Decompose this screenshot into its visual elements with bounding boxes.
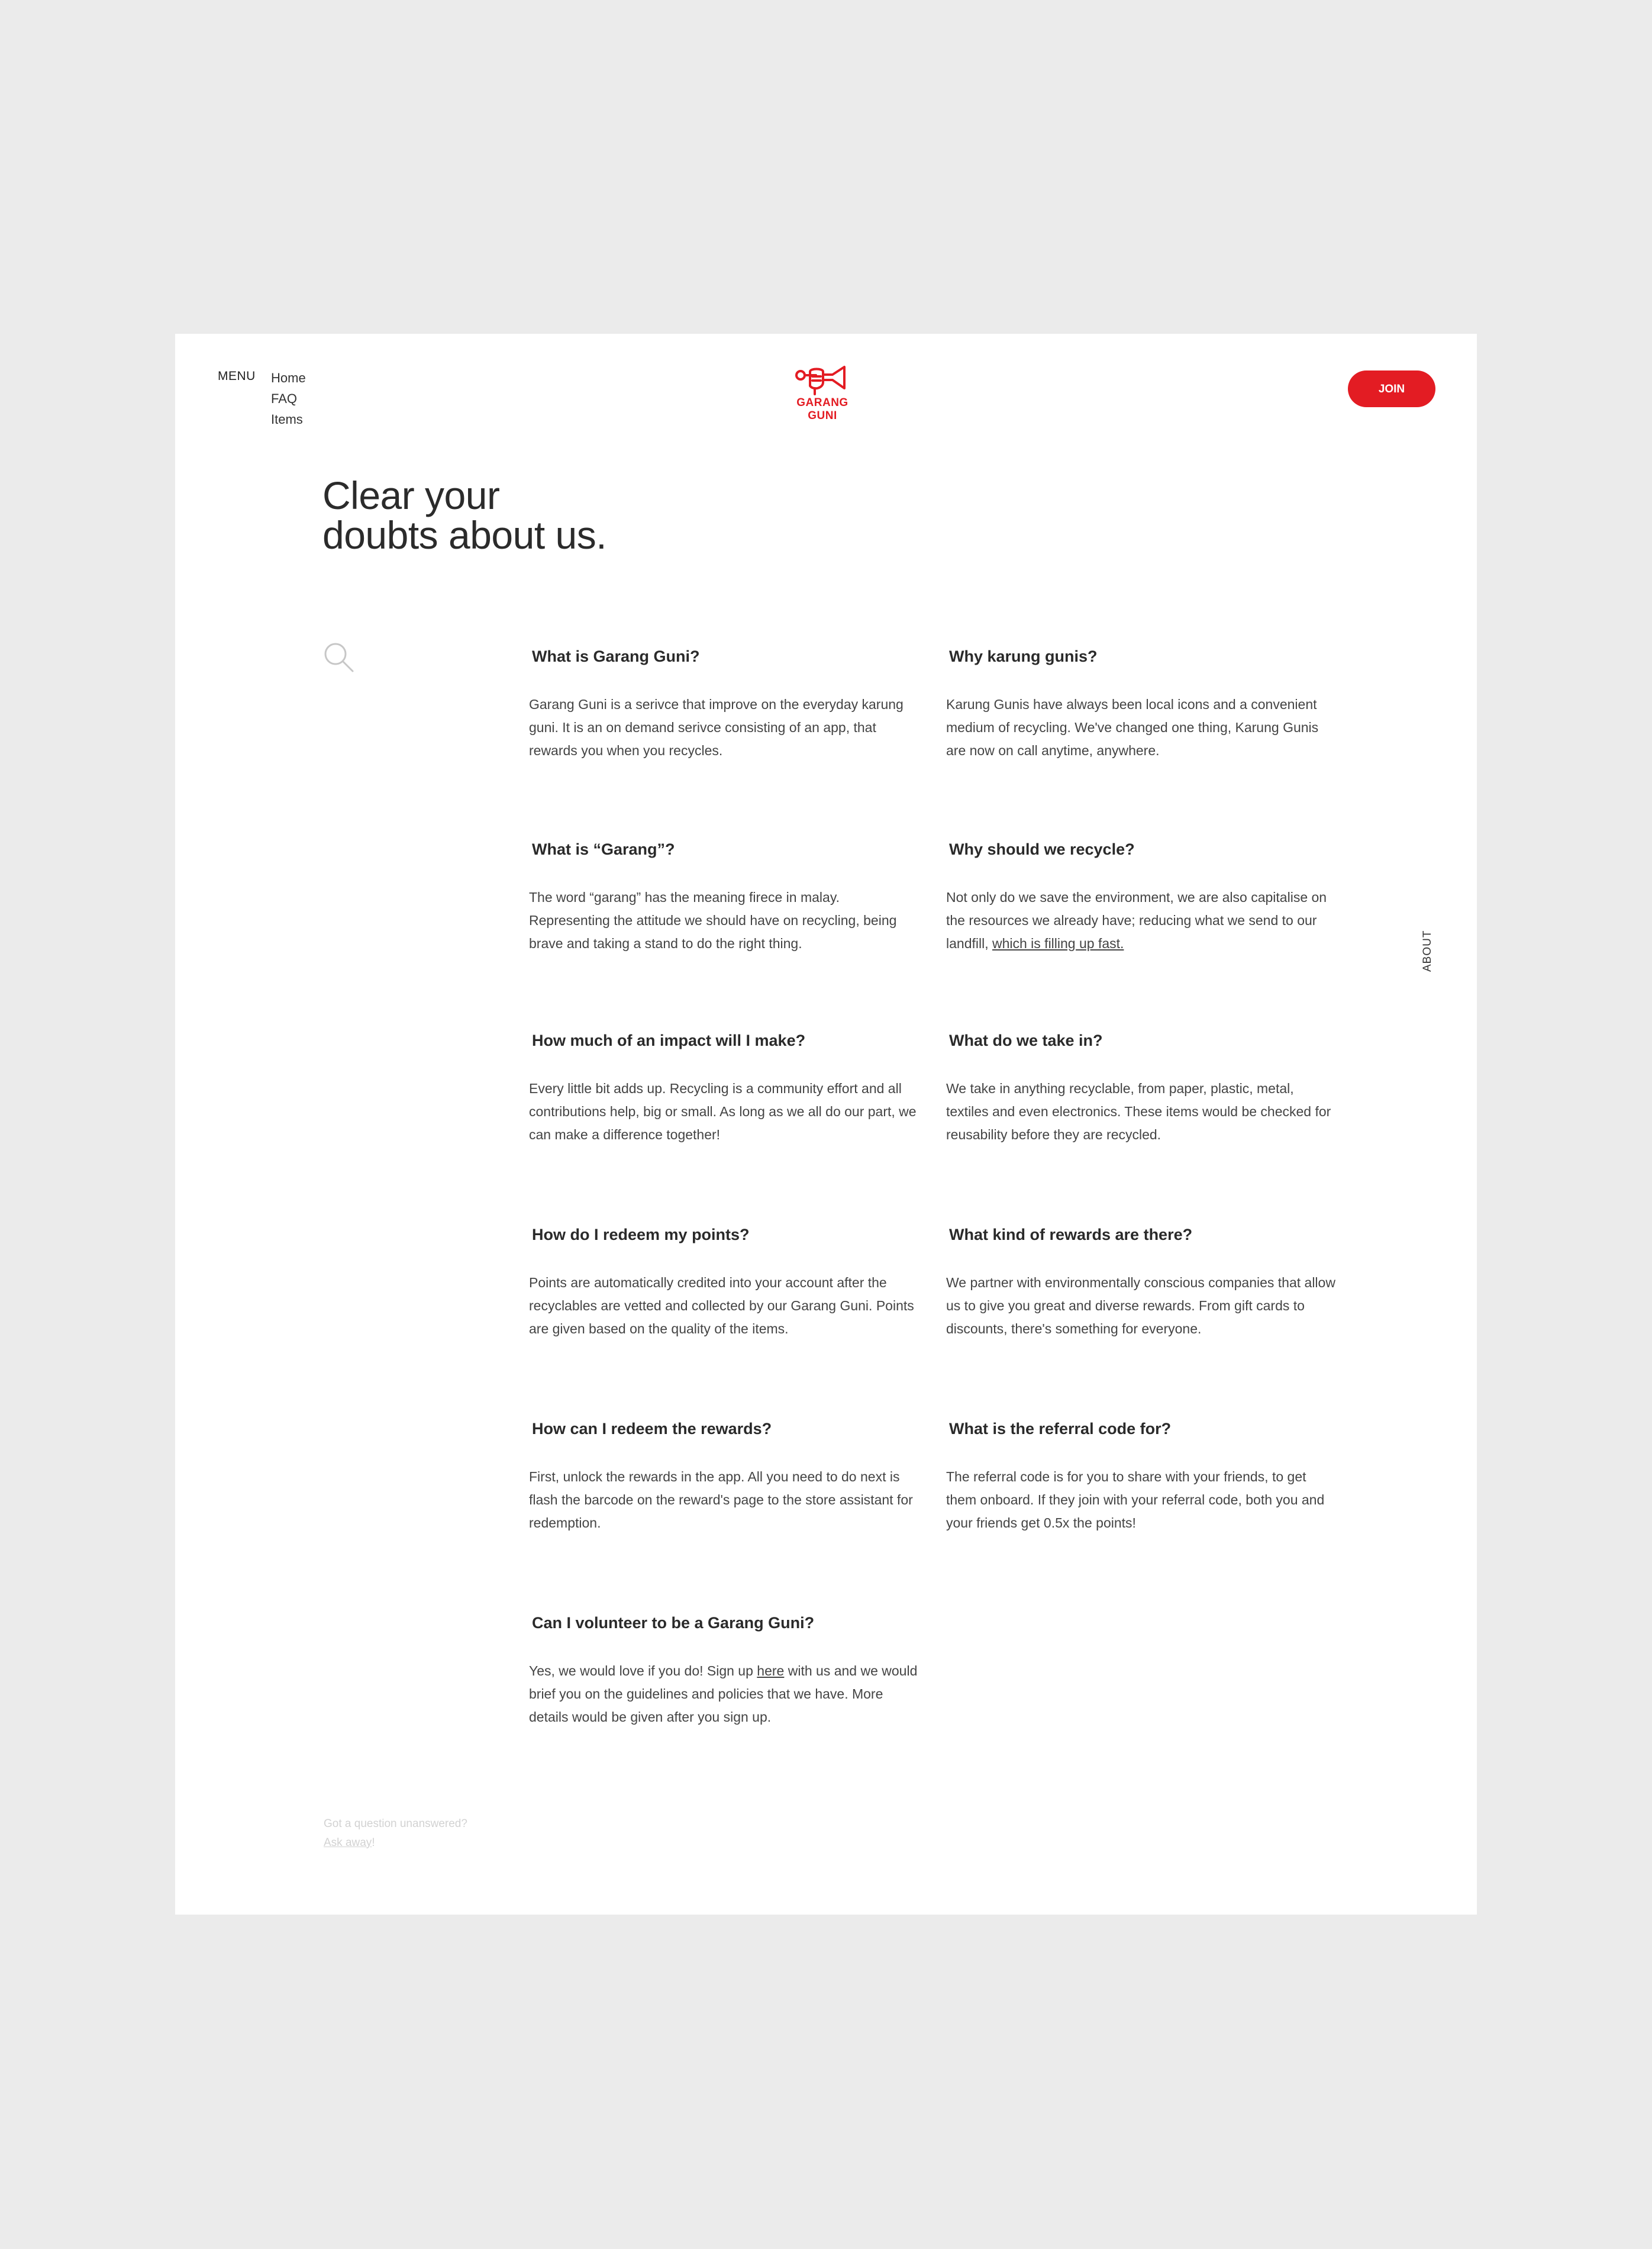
faq-question: What do we take in? <box>949 1032 1103 1049</box>
faq-item <box>529 1224 919 1341</box>
ask-away-suffix: ! <box>372 1836 375 1849</box>
faq-item <box>529 839 919 955</box>
faq-question: Why karung gunis? <box>949 647 1098 665</box>
faq-answer: Every little bit adds up. Recycling is a community effort and all contributions help, big or small. As long as we all do our part, we can make a difference together! <box>529 1081 917 1142</box>
join-button[interactable]: JOIN <box>1348 370 1435 407</box>
faq-answer: Karung Gunis have always been local icons and a convenient medium of recycling. We've changed one thing, Karung Gunis are now on call anytime, anywhere. <box>946 697 1319 758</box>
faq-question: What is “Garang”? <box>532 840 675 858</box>
faq-item <box>529 1612 919 1729</box>
nav-item-items[interactable]: Items <box>271 412 303 427</box>
logo-line-1: GARANG <box>796 397 848 409</box>
faq-question: How do I redeem my points? <box>532 1226 750 1243</box>
page-card <box>175 334 1477 1915</box>
faq-question: Can I volunteer to be a Garang Guni? <box>532 1614 815 1632</box>
ask-away-link[interactable]: Ask away <box>324 1836 372 1849</box>
footer-prompt: Got a question unanswered? <box>324 1818 467 1830</box>
signup-here-link[interactable]: here <box>757 1663 785 1678</box>
faq-item <box>529 1030 919 1146</box>
search-icon[interactable] <box>322 641 356 674</box>
faq-answer <box>529 1660 919 1729</box>
faq-question: What is the referral code for? <box>949 1420 1172 1438</box>
footer-link-row <box>324 1834 467 1852</box>
faq-item <box>529 1418 919 1535</box>
page-title-line-1: Clear your <box>322 473 500 517</box>
faq-item <box>946 646 1337 762</box>
logo-line-2: GUNI <box>808 410 837 422</box>
faq-item <box>946 1030 1337 1146</box>
logo-wordmark <box>793 397 852 423</box>
faq-item <box>946 1418 1337 1535</box>
faq-answer: First, unlock the rewards in the app. All you need to do next is flash the barcode on the reward's page to the store assistant for redemption. <box>529 1469 913 1531</box>
brand-logo[interactable] <box>793 365 852 423</box>
faq-question: How much of an impact will I make? <box>532 1032 806 1049</box>
trumpet-fist-icon <box>795 365 850 395</box>
faq-answer: The referral code is for you to share with your friends, to get them onboard. If they join with your referral code, both you and your friends get 0.5x the points! <box>946 1469 1325 1531</box>
faq-answer: We partner with environmentally conscious companies that allow us to give you great and diverse rewards. From gift cards to discounts, there's something for everyone. <box>946 1275 1335 1336</box>
nav-item-home[interactable]: Home <box>271 370 306 385</box>
faq-answer-text: with us and we would brief you on the guidelines and policies that we have. More details would be given after you sign up. <box>529 1663 918 1725</box>
faq-item <box>529 646 919 762</box>
faq-answer: Garang Guni is a serivce that improve on the everyday karung guni. It is an on demand serivce consisting of an app, that rewards you when you recycles. <box>529 697 904 758</box>
faq-question: What is Garang Guni? <box>532 647 700 665</box>
main-nav <box>271 368 306 430</box>
faq-answer <box>946 886 1337 955</box>
faq-answer-text: Yes, we would love if you do! Sign up <box>529 1663 757 1678</box>
faq-answer: The word “garang” has the meaning firece in malay. Representing the attitude we should have on recycling, being brave and taking a stand to do the right thing. <box>529 890 897 951</box>
faq-answer: Points are automatically credited into your account after the recyclables are vetted and collected by our Garang Guni. Points are given based on the quality of the items. <box>529 1275 914 1336</box>
faq-answer-text: Not only do we save the environment, we are also capitalise on the resources we already have; reducing what we send to our landfill, <box>946 890 1327 951</box>
nav-item-faq[interactable]: FAQ <box>271 391 298 406</box>
page-title-line-2: doubts about us. <box>322 513 607 557</box>
faq-question: Why should we recycle? <box>949 840 1135 858</box>
page-title <box>322 473 607 557</box>
faq-answer: We take in anything recyclable, from paper, plastic, metal, textiles and even electronics. These items would be checked for reusability before they are recycled. <box>946 1081 1331 1142</box>
faq-item <box>946 839 1337 955</box>
faq-item <box>946 1224 1337 1341</box>
menu-label[interactable]: MENU <box>218 369 256 383</box>
faq-question: What kind of rewards are there? <box>949 1226 1193 1243</box>
footer-question <box>324 1815 467 1852</box>
faq-question: How can I redeem the rewards? <box>532 1420 772 1438</box>
landfill-link[interactable]: which is filling up fast. <box>992 936 1124 951</box>
about-side-label[interactable]: ABOUT <box>1421 930 1434 972</box>
